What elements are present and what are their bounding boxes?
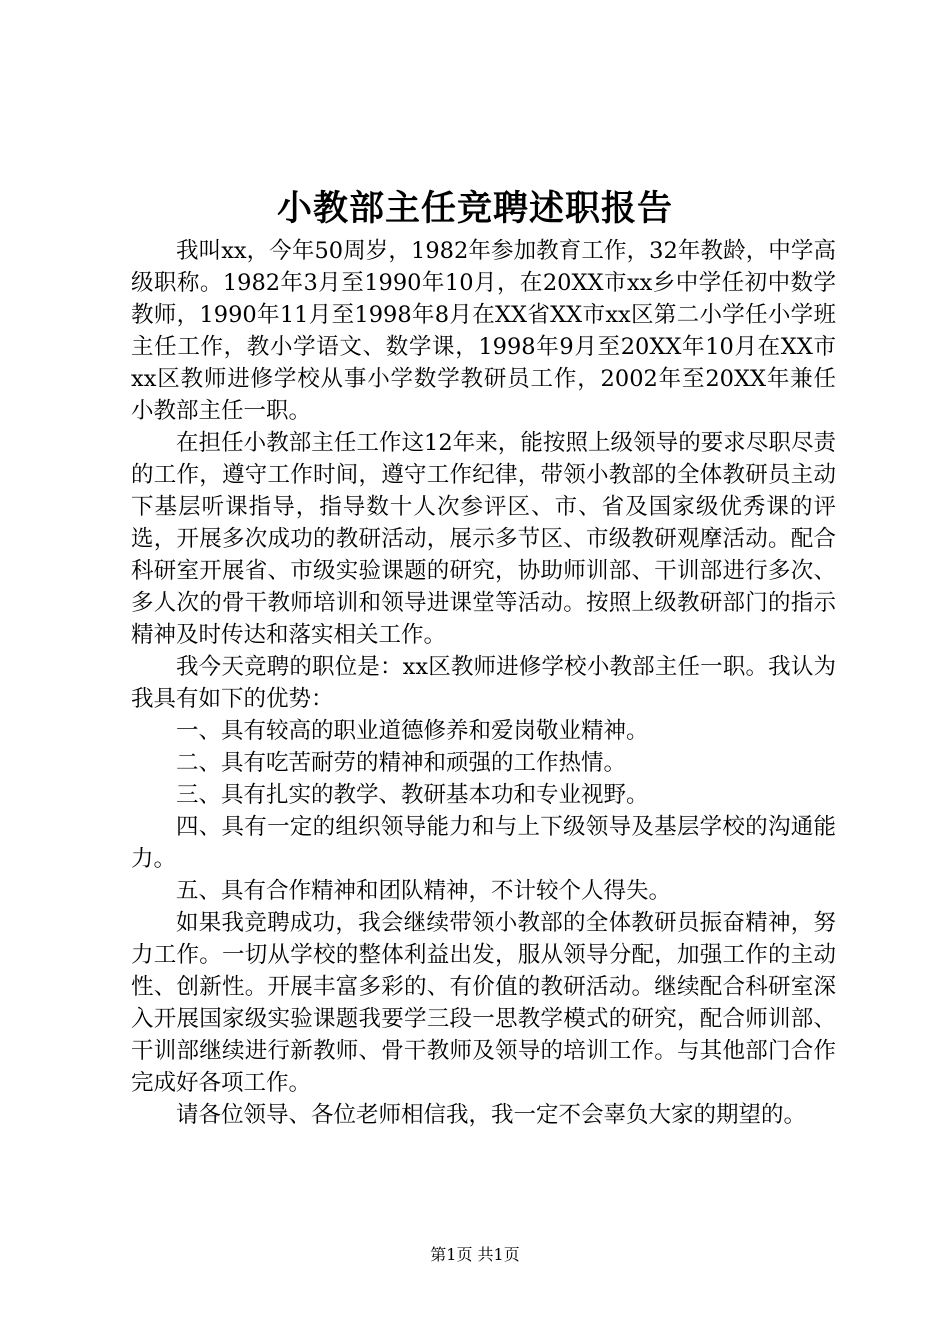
paragraph-advantage-1: 一、具有较高的职业道德修养和爱岗敬业精神。 bbox=[176, 718, 649, 744]
page-footer: 第1页 共1页 bbox=[430, 1245, 520, 1264]
paragraph-advantage-2: 二、具有吃苦耐劳的精神和顽强的工作热情。 bbox=[176, 750, 627, 776]
paragraph-work-summary: 在担任小教部主任工作这12年来，能按照上级领导的要求尽职尽责的工作，遵守工作时间，遵守工作纪律，带领小教部的全体教研员主动下基层听课指导，指导数十人次参评区、市、省及国家级优秀课的评选，开展多次成功的教研活动，展示多节区、市级教研观摩活动。配合科研室开展省、市级实验课题的研究，协助师训部、干训部进行多次、多人次的骨干教师培训和领导进课堂等活动。按照上级教研部门的指示精神及时传达和落实相关工作。 bbox=[131, 430, 836, 648]
paragraph-closing: 请各位领导、各位老师相信我，我一定不会辜负大家的期望的。 bbox=[176, 1102, 807, 1128]
document-body bbox=[131, 235, 836, 1131]
paragraph-advantage-5: 五、具有合作精神和团队精神，不计较个人得失。 bbox=[176, 878, 672, 904]
paragraph-advantage-3: 三、具有扎实的教学、教研基本功和专业视野。 bbox=[176, 782, 649, 808]
paragraph-advantage-4: 四、具有一定的组织领导能力和与上下级领导及基层学校的沟通能力。 bbox=[131, 814, 836, 872]
paragraph-intro: 我叫xx，今年50周岁，1982年参加教育工作，32年教龄，中学高级职称。1982年3月至1990年10月，在20XX市xx乡中学任初中数学教师，1990年11月至1998年8月在XX省XX市xx区第二小学任小学班主任工作，教小学语文、数学课，1998年9月至20XX年10月在XX市xx区教师进修学校从事小学数学教研员工作，2002年至20XX年兼任小教部主任一职。 bbox=[131, 238, 836, 424]
document-title: 小教部主任竞聘述职报告 bbox=[276, 188, 673, 229]
paragraph-plan: 如果我竞聘成功，我会继续带领小教部的全体教研员振奋精神，努力工作。一切从学校的整体利益出发，服从领导分配，加强工作的主动性、创新性。开展丰富多彩的、有价值的教研活动。继续配合科研室深入开展国家级实验课题我要学三段一思教学模式的研究，配合师训部、干训部继续进行新教师、骨干教师及领导的培训工作。与其他部门合作完成好各项工作。 bbox=[131, 910, 836, 1096]
paragraph-position: 我今天竞聘的职位是：xx区教师进修学校小教部主任一职。我认为我具有如下的优势： bbox=[131, 654, 836, 712]
